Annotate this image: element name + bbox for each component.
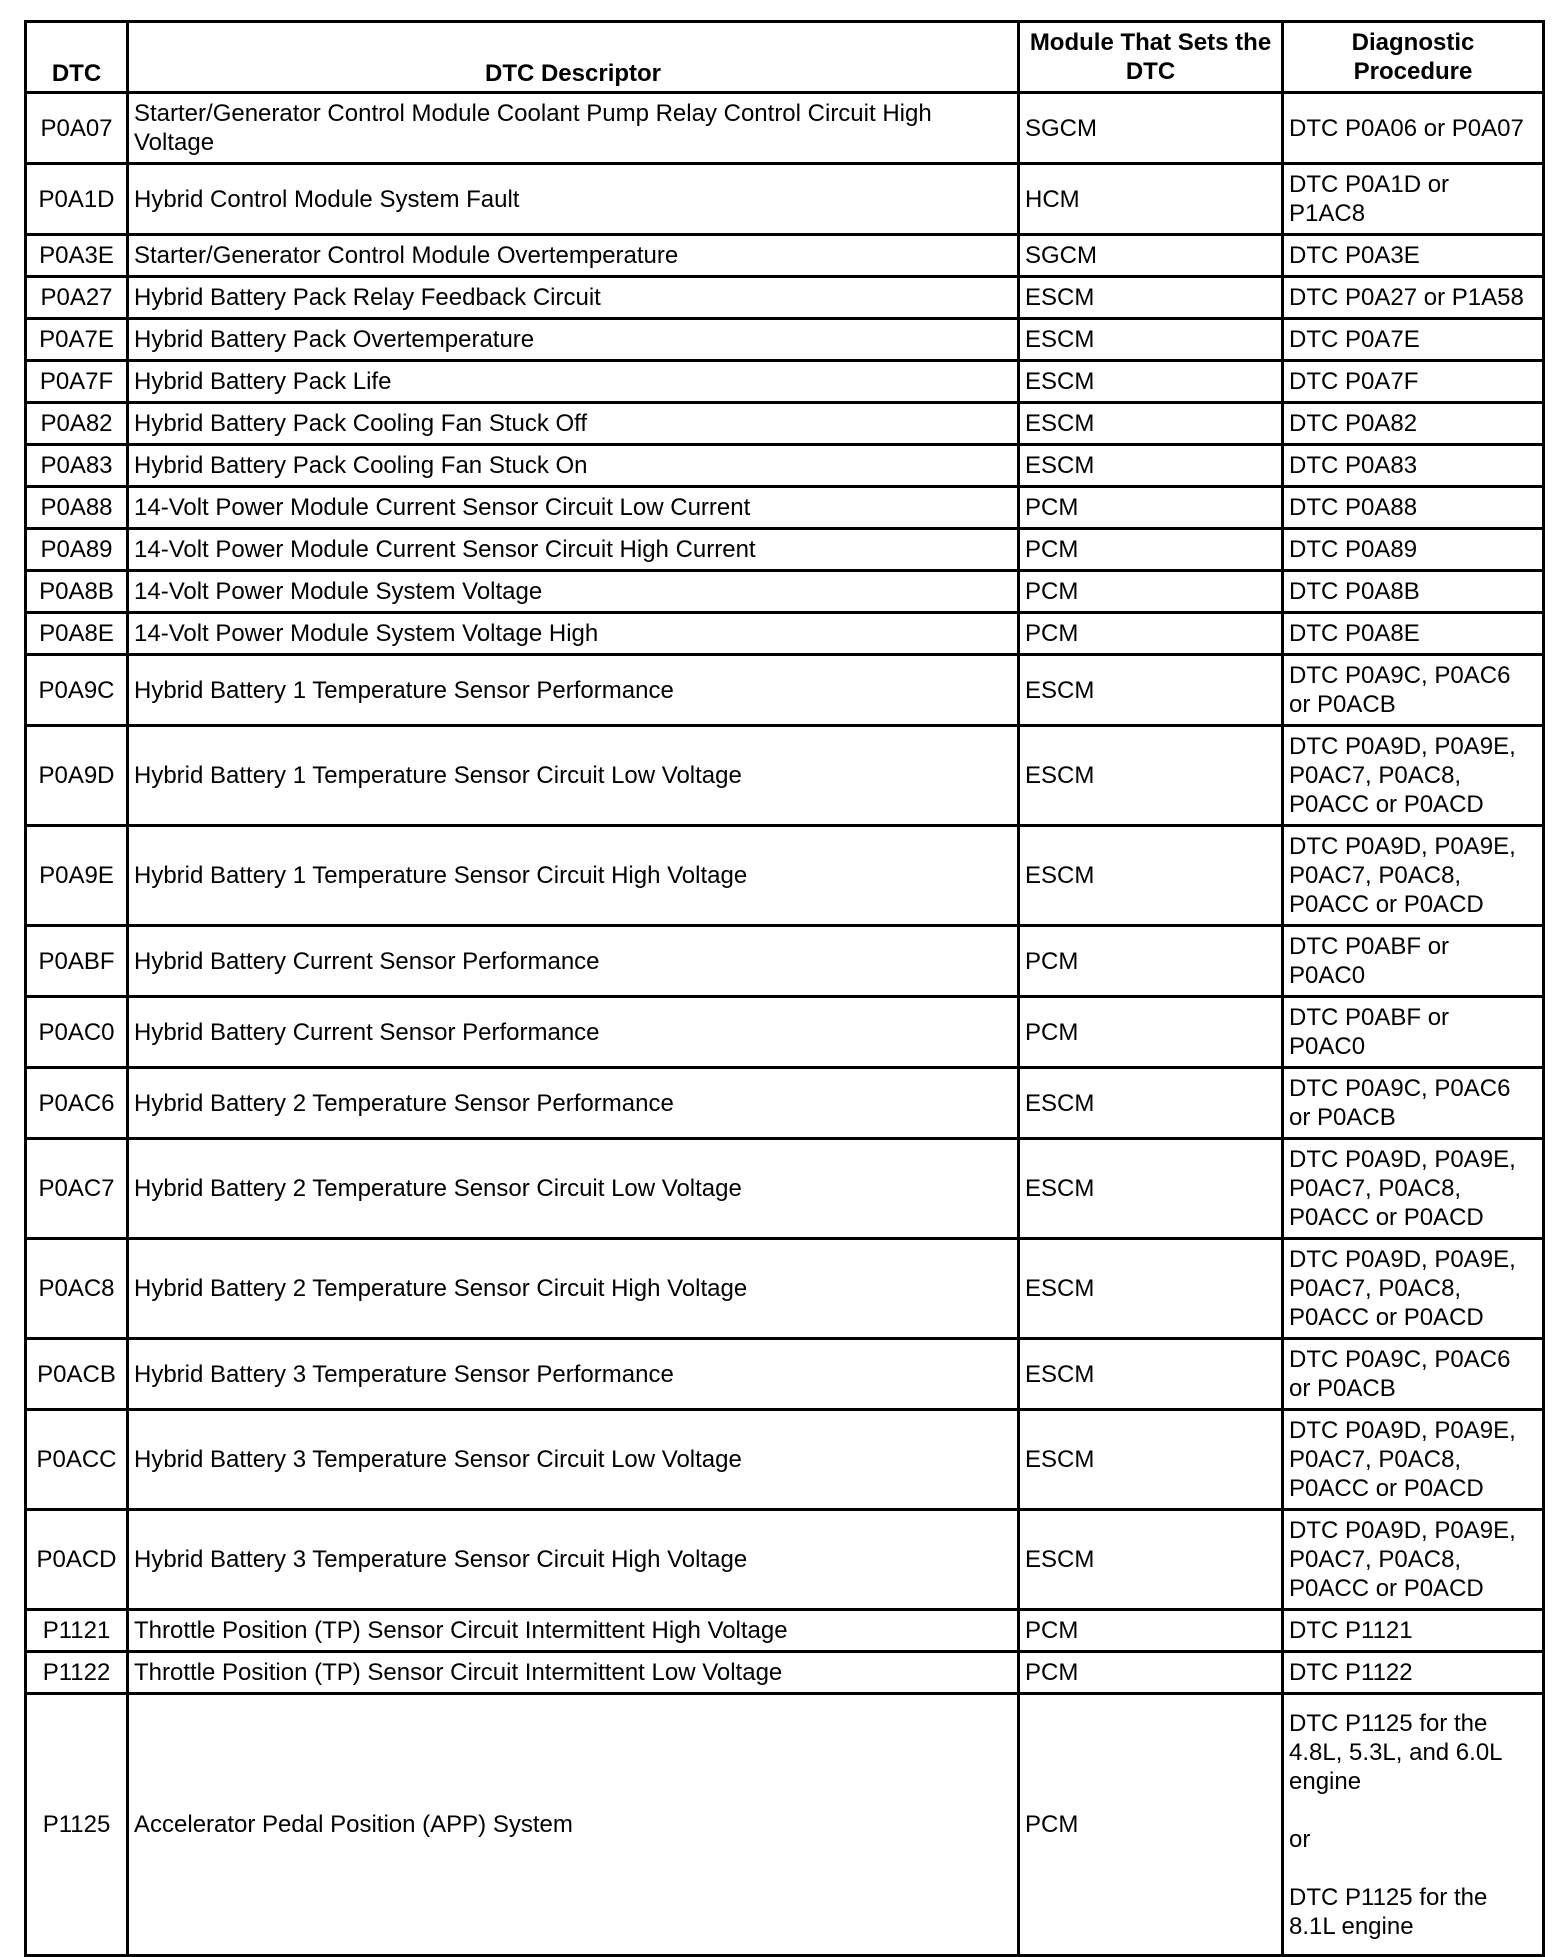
dtc-code: P1121 (26, 1610, 128, 1652)
dtc-descriptor: Hybrid Battery Pack Cooling Fan Stuck On (128, 445, 1019, 487)
dtc-procedure: DTC P0A82 (1283, 403, 1544, 445)
dtc-descriptor: Hybrid Battery Current Sensor Performance (128, 926, 1019, 997)
dtc-module: ESCM (1019, 1068, 1283, 1139)
dtc-descriptor: Starter/Generator Control Module Coolant Pump Relay Control Circuit High Voltage (128, 93, 1019, 164)
dtc-descriptor: Starter/Generator Control Module Overtemperature (128, 235, 1019, 277)
dtc-code: P0A07 (26, 93, 128, 164)
dtc-descriptor: Hybrid Battery Pack Overtemperature (128, 319, 1019, 361)
dtc-procedure: DTC P0ABF or P0AC0 (1283, 926, 1544, 997)
dtc-module: ESCM (1019, 319, 1283, 361)
dtc-procedure: DTC P0A9D, P0A9E, P0AC7, P0AC8, P0ACC or P0ACD (1283, 1239, 1544, 1339)
dtc-descriptor: Throttle Position (TP) Sensor Circuit Intermittent Low Voltage (128, 1652, 1019, 1694)
dtc-descriptor: Hybrid Battery Current Sensor Performance (128, 997, 1019, 1068)
dtc-descriptor: 14-Volt Power Module System Voltage High (128, 613, 1019, 655)
dtc-module: ESCM (1019, 277, 1283, 319)
dtc-module: ESCM (1019, 826, 1283, 926)
dtc-module: PCM (1019, 1694, 1283, 1956)
table-row (26, 403, 1544, 445)
dtc-descriptor: Hybrid Battery 2 Temperature Sensor Circuit High Voltage (128, 1239, 1019, 1339)
header-module: Module That Sets the DTC (1019, 22, 1283, 93)
dtc-procedure: DTC P0ABF or P0AC0 (1283, 997, 1544, 1068)
dtc-code: P1125 (26, 1694, 128, 1956)
dtc-code: P0A88 (26, 487, 128, 529)
dtc-descriptor: Hybrid Battery 1 Temperature Sensor Circuit High Voltage (128, 826, 1019, 926)
dtc-descriptor: Hybrid Battery 2 Temperature Sensor Circuit Low Voltage (128, 1139, 1019, 1239)
dtc-module: ESCM (1019, 1510, 1283, 1610)
table-row (26, 826, 1544, 926)
table-row (26, 1510, 1544, 1610)
dtc-module: ESCM (1019, 403, 1283, 445)
dtc-descriptor: Hybrid Battery Pack Cooling Fan Stuck Off (128, 403, 1019, 445)
dtc-code: P0AC8 (26, 1239, 128, 1339)
dtc-procedure: DTC P0A9C, P0AC6 or P0ACB (1283, 655, 1544, 726)
dtc-code: P0A3E (26, 235, 128, 277)
table-row (26, 1652, 1544, 1694)
dtc-descriptor: Hybrid Battery 2 Temperature Sensor Performance (128, 1068, 1019, 1139)
dtc-procedure: DTC P0A9D, P0A9E, P0AC7, P0AC8, P0ACC or P0ACD (1283, 726, 1544, 826)
dtc-procedure: DTC P0A1D or P1AC8 (1283, 164, 1544, 235)
table-row (26, 319, 1544, 361)
header-diagnostic-procedure: Diagnostic Procedure (1283, 22, 1544, 93)
dtc-module: ESCM (1019, 445, 1283, 487)
dtc-code: P0A83 (26, 445, 128, 487)
table-row (26, 487, 1544, 529)
dtc-procedure: DTC P0A7E (1283, 319, 1544, 361)
dtc-code: P1122 (26, 1652, 128, 1694)
dtc-module: ESCM (1019, 1139, 1283, 1239)
dtc-procedure: DTC P0A06 or P0A07 (1283, 93, 1544, 164)
dtc-code: P0AC7 (26, 1139, 128, 1239)
table-row (26, 571, 1544, 613)
table-row (26, 655, 1544, 726)
header-dtc: DTC (26, 22, 128, 93)
dtc-module: PCM (1019, 997, 1283, 1068)
table-row (26, 1694, 1544, 1956)
dtc-descriptor: Accelerator Pedal Position (APP) System (128, 1694, 1019, 1956)
table-row (26, 277, 1544, 319)
dtc-code: P0A82 (26, 403, 128, 445)
dtc-module: PCM (1019, 487, 1283, 529)
dtc-procedure: DTC P0A83 (1283, 445, 1544, 487)
dtc-code: P0A9C (26, 655, 128, 726)
table-row (26, 1410, 1544, 1510)
table-row (26, 361, 1544, 403)
dtc-module: SGCM (1019, 93, 1283, 164)
table-row (26, 613, 1544, 655)
dtc-code: P0A7E (26, 319, 128, 361)
dtc-code: P0ABF (26, 926, 128, 997)
dtc-descriptor: Hybrid Control Module System Fault (128, 164, 1019, 235)
dtc-descriptor: Hybrid Battery 3 Temperature Sensor Circuit High Voltage (128, 1510, 1019, 1610)
dtc-procedure: DTC P1125 for the 4.8L, 5.3L, and 6.0L engine or DTC P1125 for the 8.1L engine (1283, 1694, 1544, 1956)
dtc-code: P0A8E (26, 613, 128, 655)
dtc-module: PCM (1019, 613, 1283, 655)
dtc-descriptor: Hybrid Battery 3 Temperature Sensor Performance (128, 1339, 1019, 1410)
table-row (26, 93, 1544, 164)
dtc-code: P0ACD (26, 1510, 128, 1610)
dtc-code: P0A8B (26, 571, 128, 613)
dtc-descriptor: Hybrid Battery Pack Relay Feedback Circuit (128, 277, 1019, 319)
table-row (26, 726, 1544, 826)
dtc-code: P0AC0 (26, 997, 128, 1068)
dtc-descriptor: Hybrid Battery 1 Temperature Sensor Performance (128, 655, 1019, 726)
dtc-descriptor: Hybrid Battery 1 Temperature Sensor Circuit Low Voltage (128, 726, 1019, 826)
dtc-procedure: DTC P0A8E (1283, 613, 1544, 655)
dtc-module: ESCM (1019, 726, 1283, 826)
dtc-module: SGCM (1019, 235, 1283, 277)
dtc-procedure: DTC P0A8B (1283, 571, 1544, 613)
dtc-descriptor: 14-Volt Power Module Current Sensor Circuit High Current (128, 529, 1019, 571)
dtc-module: PCM (1019, 529, 1283, 571)
dtc-descriptor: 14-Volt Power Module System Voltage (128, 571, 1019, 613)
dtc-code: P0A27 (26, 277, 128, 319)
table-row (26, 164, 1544, 235)
dtc-descriptor: 14-Volt Power Module Current Sensor Circuit Low Current (128, 487, 1019, 529)
dtc-procedure: DTC P0A89 (1283, 529, 1544, 571)
dtc-descriptor: Throttle Position (TP) Sensor Circuit Intermittent High Voltage (128, 1610, 1019, 1652)
dtc-module: ESCM (1019, 1339, 1283, 1410)
dtc-procedure: DTC P0A9C, P0AC6 or P0ACB (1283, 1068, 1544, 1139)
dtc-procedure: DTC P0A9D, P0A9E, P0AC7, P0AC8, P0ACC or P0ACD (1283, 826, 1544, 926)
dtc-procedure: DTC P0A88 (1283, 487, 1544, 529)
dtc-module: HCM (1019, 164, 1283, 235)
dtc-module: ESCM (1019, 655, 1283, 726)
dtc-module: ESCM (1019, 361, 1283, 403)
table-header-row (26, 22, 1544, 93)
dtc-procedure: DTC P0A9D, P0A9E, P0AC7, P0AC8, P0ACC or P0ACD (1283, 1410, 1544, 1510)
dtc-procedure: DTC P0A9C, P0AC6 or P0ACB (1283, 1339, 1544, 1410)
dtc-procedure: DTC P0A3E (1283, 235, 1544, 277)
dtc-procedure: DTC P0A9D, P0A9E, P0AC7, P0AC8, P0ACC or P0ACD (1283, 1139, 1544, 1239)
dtc-code: P0A7F (26, 361, 128, 403)
table-row (26, 1339, 1544, 1410)
dtc-code: P0A89 (26, 529, 128, 571)
table-row (26, 1068, 1544, 1139)
dtc-procedure: DTC P0A27 or P1A58 (1283, 277, 1544, 319)
table-row (26, 445, 1544, 487)
dtc-descriptor: Hybrid Battery 3 Temperature Sensor Circuit Low Voltage (128, 1410, 1019, 1510)
table-row (26, 997, 1544, 1068)
dtc-code: P0A1D (26, 164, 128, 235)
dtc-table (24, 20, 1545, 1957)
dtc-module: PCM (1019, 571, 1283, 613)
dtc-procedure: DTC P0A9D, P0A9E, P0AC7, P0AC8, P0ACC or P0ACD (1283, 1510, 1544, 1610)
table-row (26, 1239, 1544, 1339)
dtc-procedure: DTC P1121 (1283, 1610, 1544, 1652)
dtc-module: ESCM (1019, 1410, 1283, 1510)
table-row (26, 1610, 1544, 1652)
table-row (26, 1139, 1544, 1239)
dtc-procedure: DTC P0A7F (1283, 361, 1544, 403)
dtc-module: PCM (1019, 1652, 1283, 1694)
dtc-code: P0A9E (26, 826, 128, 926)
dtc-module: ESCM (1019, 1239, 1283, 1339)
dtc-module: PCM (1019, 926, 1283, 997)
dtc-procedure: DTC P1122 (1283, 1652, 1544, 1694)
header-dtc-descriptor: DTC Descriptor (128, 22, 1019, 93)
table-row (26, 235, 1544, 277)
table-row (26, 926, 1544, 997)
dtc-code: P0ACC (26, 1410, 128, 1510)
table-row (26, 529, 1544, 571)
dtc-descriptor: Hybrid Battery Pack Life (128, 361, 1019, 403)
dtc-code: P0AC6 (26, 1068, 128, 1139)
dtc-code: P0ACB (26, 1339, 128, 1410)
dtc-code: P0A9D (26, 726, 128, 826)
dtc-module: PCM (1019, 1610, 1283, 1652)
